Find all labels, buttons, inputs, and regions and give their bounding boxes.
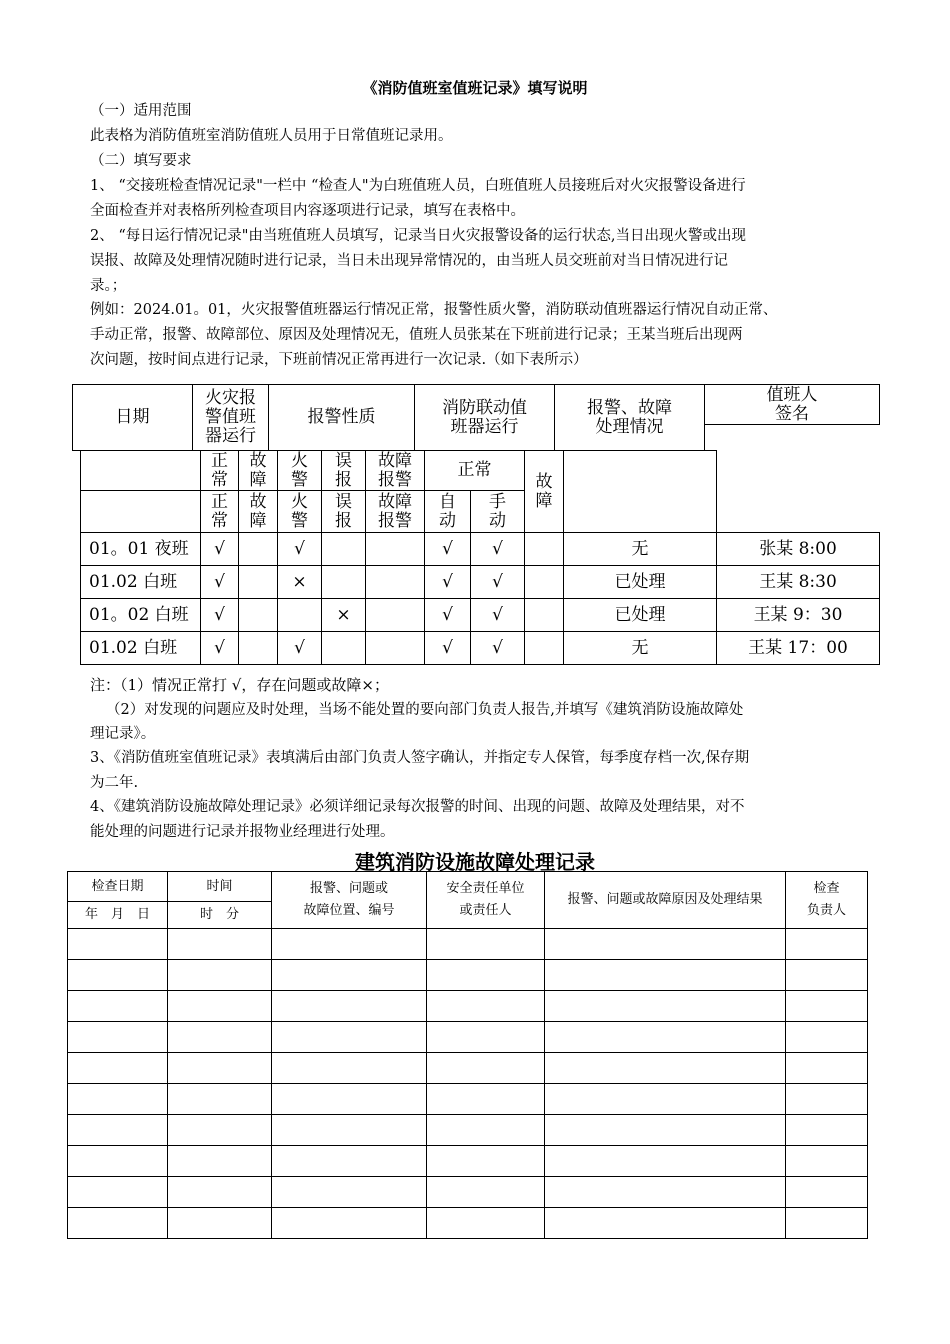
item-4-line-1: 4、《建筑消防设施故障处理记录》必须详细记录每次报警的时间、出现的问题、故障及处理结果，对不: [90, 799, 745, 815]
row-fault-alarm: [366, 566, 425, 599]
table-row: [68, 1177, 868, 1208]
table-row: [81, 533, 880, 566]
record-title: 建筑消防设施故障处理记录: [355, 850, 595, 874]
row-fault: [239, 566, 278, 599]
header-signer: 值班人签名: [705, 385, 880, 425]
note-2-line-1: （2）对发现的问题应及时处理，当场不能处置的要向部门负责人报告,并填写《建筑消防设施故障处: [106, 702, 744, 718]
table-row: [68, 1053, 868, 1084]
row-fire: ×: [278, 566, 322, 599]
sub-fault-2: 故障: [239, 491, 278, 533]
sub-link-fault: 故障: [525, 451, 564, 533]
row-auto: √: [425, 632, 471, 665]
row-auto: √: [425, 599, 471, 632]
instructions-title: 《消防值班室值班记录》填写说明: [362, 79, 588, 97]
table-row: [68, 929, 868, 960]
row-link-fault: [525, 599, 564, 632]
row-fire: [278, 599, 322, 632]
table-row: [68, 1084, 868, 1115]
sub-fire: 火警: [278, 451, 322, 491]
row-signer: 张某 8:00: [717, 533, 880, 566]
sub-auto: 自动: [425, 491, 471, 533]
example-line-3: 次问题，按时间点进行记录，下班前情况正常再进行一次记录.（如下表所示）: [90, 352, 588, 368]
row-handling: 已处理: [564, 599, 717, 632]
header-inspector: 检查 负责人: [786, 872, 868, 929]
sub-false: 误报: [322, 451, 366, 491]
row-fire: √: [278, 632, 322, 665]
sub-link-normal: 正常: [425, 451, 525, 491]
table-row: [68, 1022, 868, 1053]
row-signer: 王某 17：00: [717, 632, 880, 665]
row-date: 01。01 夜班: [81, 533, 201, 566]
row-manual: √: [471, 566, 525, 599]
row-fault: [239, 632, 278, 665]
header-date: 日期: [73, 385, 193, 451]
sub-blank-1: [81, 451, 201, 491]
header-time-sub: 时 分: [168, 902, 272, 929]
header-location: 报警、问题或 故障位置、编号: [272, 872, 427, 929]
row-auto: √: [425, 533, 471, 566]
table-row: [81, 599, 880, 632]
row-false: ×: [322, 599, 366, 632]
note-2-line-2: 理记录》。: [90, 726, 156, 742]
row-fault: [239, 533, 278, 566]
row-normal: √: [201, 566, 239, 599]
table-row: [81, 566, 880, 599]
row-signer: 王某 8:30: [717, 566, 880, 599]
row-fault-alarm: [366, 632, 425, 665]
sub-fault-alarm-2: 故障报警: [366, 491, 425, 533]
table-row: [68, 960, 868, 991]
item-2-line-3: 录。；: [90, 278, 127, 294]
header-check-date-sub: 年 月 日: [68, 902, 168, 929]
row-date: 01.02 白班: [81, 566, 201, 599]
row-fault-alarm: [366, 599, 425, 632]
item-3-line-2: 为二年.: [90, 775, 139, 791]
row-auto: √: [425, 566, 471, 599]
row-false: [322, 533, 366, 566]
row-handling: 已处理: [564, 566, 717, 599]
row-fault-alarm: [366, 533, 425, 566]
header-linkage: 消防联动值班器运行: [415, 385, 555, 451]
row-handling: 无: [564, 533, 717, 566]
row-link-fault: [525, 533, 564, 566]
sub-manual: 手动: [471, 491, 525, 533]
item-4-line-2: 能处理的问题进行记录并报物业经理进行处理。: [90, 824, 395, 840]
header-handling: 报警、故障处理情况: [555, 385, 705, 451]
sub-normal-2: 正常: [201, 491, 239, 533]
example-line-2: 手动正常，报警、故障部位、原因及处理情况无，值班人员张某在下班前进行记录；王某当班后出现两: [90, 327, 743, 343]
header-nature: 报警性质: [269, 385, 415, 451]
sub-fire-2: 火警: [278, 491, 322, 533]
row-normal: √: [201, 632, 239, 665]
item-2-line-1: 2、 “每日运行情况记录"由当班值班人员填写，记录当日火灾报警设备的运行状态,当日出现火警或出现: [90, 228, 747, 244]
sub-false-2: 误报: [322, 491, 366, 533]
table-row: [81, 632, 880, 665]
section-1-text: 此表格为消防值班室消防值班人员用于日常值班记录用。: [90, 128, 453, 144]
row-link-fault: [525, 632, 564, 665]
section-2-heading: （二）填写要求: [90, 153, 192, 169]
header-fire-alarm: 火灾报警值班器运行: [193, 385, 269, 451]
note-1: 注：（1）情况正常打 √，存在问题或故障×；: [90, 676, 389, 694]
row-false: [322, 632, 366, 665]
table-row: [68, 1208, 868, 1239]
table-row: [68, 1146, 868, 1177]
item-1-line-2: 全面检查并对表格所列检查项目内容逐项进行记录，填写在表格中。: [90, 203, 525, 219]
table-row: [68, 991, 868, 1022]
row-manual: √: [471, 533, 525, 566]
row-normal: √: [201, 599, 239, 632]
sub-fault-alarm: 故障报警: [366, 451, 425, 491]
row-fire: √: [278, 533, 322, 566]
row-date: 01。02 白班: [81, 599, 201, 632]
section-1-heading: （一）适用范围: [90, 103, 192, 119]
sub-fault: 故障: [239, 451, 278, 491]
sub-blank-signer: [717, 451, 880, 533]
example-table: [80, 450, 880, 665]
row-manual: √: [471, 632, 525, 665]
header-check-date: 检查日期: [68, 872, 168, 902]
sub-blank-2: [81, 491, 201, 533]
header-time: 时间: [168, 872, 272, 902]
table-row: [68, 1115, 868, 1146]
row-false: [322, 566, 366, 599]
row-normal: √: [201, 533, 239, 566]
sub-normal: 正常: [201, 451, 239, 491]
row-handling: 无: [564, 632, 717, 665]
record-table: [67, 871, 868, 1239]
row-link-fault: [525, 566, 564, 599]
row-fault: [239, 599, 278, 632]
header-responsible-unit: 安全责任单位 或责任人: [427, 872, 545, 929]
sub-blank-handling: [564, 451, 717, 533]
item-1-line-1: 1、 “交接班检查情况记录"一栏中 “检查人"为白班值班人员，白班值班人员接班后对火灾报警设备进行: [90, 178, 746, 194]
item-2-line-2: 误报、故障及处理情况随时进行记录，当日未出现异常情况的，由当班人员交班前对当日情况进行记: [90, 253, 728, 269]
header-signer-blank: [705, 425, 880, 451]
example-table-header: [72, 384, 880, 451]
row-manual: √: [471, 599, 525, 632]
example-line-1: 例如：2024.01。01，火灾报警值班器运行情况正常，报警性质火警，消防联动值班器运行情况自动正常、: [90, 302, 778, 318]
row-date: 01.02 白班: [81, 632, 201, 665]
row-signer: 王某 9：30: [717, 599, 880, 632]
item-3-line-1: 3、《消防值班室值班记录》表填满后由部门负责人签字确认，并指定专人保管，每季度存档一次,保存期: [90, 750, 750, 766]
header-cause: 报警、问题或故障原因及处理结果: [545, 872, 786, 929]
